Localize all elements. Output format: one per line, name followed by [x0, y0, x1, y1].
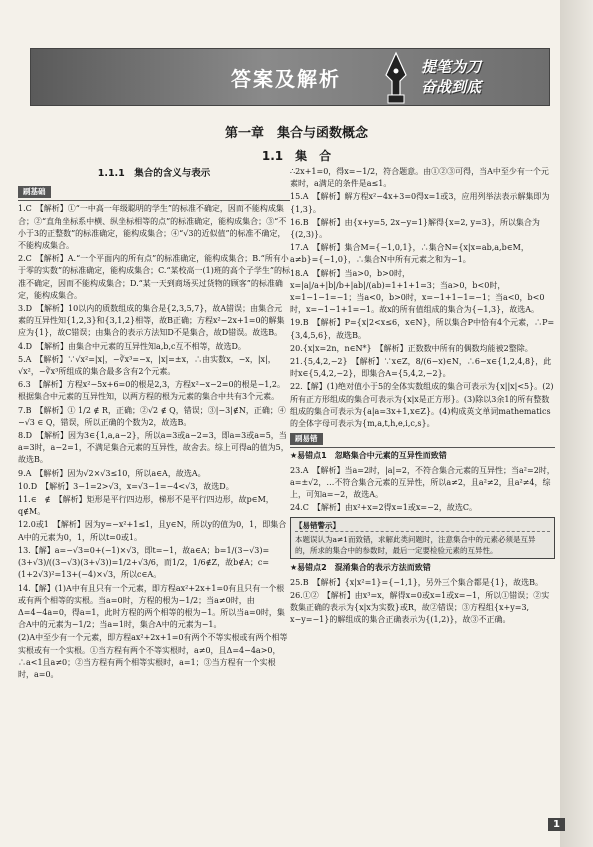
answer-item: 1.C 【解析】①“一中高一年级聪明的学生”的标准不确定，因而不能构成集合；②“直角坐标系中横、纵坐标相等的点”的标准确定，能构成集合；③“不小于3的正整数”的标准确定，能构成集合；④“√3的近似值”的标准不确定，不能构成集合。: [18, 204, 287, 251]
mistake-section-2: [290, 562, 555, 626]
header-banner: [30, 48, 550, 106]
right-answer-list: [290, 166, 555, 430]
answer-item: 12.0或1 【解析】因为y=−x²+1≤1，且y∈N，所以y的值为0，1，即集合A中的元素为0，1，所以t=0或1。: [18, 520, 287, 542]
answer-item: 15.A 【解析】解方程x²−4x+3=0得x=1或3，应用列举法表示解集即为{1,3}。: [290, 192, 550, 214]
answer-item: 20.{x|x=2n，n∈N*} 【解析】正数数中所有的偶数均能被2整除。: [290, 343, 533, 353]
mistake-section-1: [290, 450, 555, 514]
answer-item: 23.A 【解析】当a=2时，|a|=2，不符合集合元素的互异性；当a²=2时，a=±√2，…不符合集合元素的互异性，所以a≠2，且a²≠2，且a²≠4，综上，可知a=−2，故选A。: [290, 465, 555, 500]
warning-title: 【易错警示】: [295, 520, 550, 532]
chapter-title: 第一章 集合与函数概念: [224, 126, 368, 141]
mistakes-tag: 刷易错: [290, 433, 323, 445]
answer-item: 16.B 【解析】由{x+y=5, 2x−y=1}解得{x=2, y=3}，所以集合为{(2,3)}。: [290, 217, 540, 240]
slogan-line-1: 提笔为刀: [421, 58, 482, 76]
answer-item: 8.D 【解析】因为3∈{1,a,a−2}，所以a=3或a−2=3，即a=3或a=5，当a=3时，a−2=1，不满足集合元素的互异性，故舍去。综上可得a的值为5，故选B。: [18, 431, 289, 465]
pen-nib-icon: [376, 51, 416, 105]
answer-item: (2)A中至少有一个元素，即方程ax²+2x+1=0有两个不等实根或有两个相等实根或有一个实根。①当方程有两个不等实根时，a≠0，且Δ=4−4a>0，∴a<1且a≠0；②当方程有两个相等实根时，a=1；③当方程有一个实根时，a=0。: [18, 633, 288, 679]
answer-item: 2.C 【解析】A.“一个平面内的所有点”的标准确定，能构成集合；B.“所有小于零的实数”的标准确定，能构成集合；C.“某校高一(1)班的高个子学生”的标准不确定，因而不能构成集合；D.“某一天到商场买过货物的顾客”的标准确定，能构成集合。: [18, 254, 290, 300]
mistake-heading: ★易错点2 混淆集合的表示方法而致错: [290, 563, 431, 573]
answer-item: 6.3 【解析】方程x²−5x+6=0的根是2,3，方程x²−x−2=0的根是−1,2。根据集合中元素的互异性知，以两方程的根为元素的集合中共有3个元素。: [18, 380, 285, 402]
answer-item: 7.B 【解析】① 1/2 ∉ R，正确；②√2 ∉ Q，错误；③|−3|∉N，正确；④ −√3 ∈ Q，错误，所以正确的个数为2，故选B。: [18, 405, 286, 427]
left-answer-list: [18, 203, 290, 681]
basic-tag: 刷基础: [18, 186, 51, 198]
answer-item: 22.【解】(1)绝对值小于5的全体实数组成的集合可表示为{x||x|<5}。(2)所有正方形组成的集合可表示为{x|x是正方形}。(3)除以3余1的所有整数组成的集合可表示为{a|a=3x+1,x∈Z}。(4)构成英文单词mathematics的全体字母可表示为{m,a,t,h,e,i,c,s}。: [290, 382, 554, 429]
answer-item: 11.∈ ∉ 【解析】矩形是平行四边形，梯形不是平行四边形，故p∈M，q∉M。: [18, 495, 274, 517]
answer-item: 4.D 【解析】由集合中元素的互异性知a,b,c互不相等，故选D。: [18, 341, 246, 351]
answer-item: 25.B 【解析】{x|x²=1}={−1,1}，另外三个集合都是{1}，故选B。: [290, 577, 543, 587]
left-column: [18, 166, 290, 682]
answer-item: 21.{5,4,2,−2} 【解析】∵x∈Z，8/(6−x)∈N，∴6−x∈{1,2,4,8}，此时x∈{5,4,2,−2}，即集合A={5,4,2,−2}。: [290, 357, 552, 379]
answer-item: 3.D 【解析】10以内的质数组成的集合是{2,3,5,7}，故A错误；由集合元素的互异性知{1,2,3}和{3,1,2}相等，故B正确；方程x²−2x+1=0的解集应为{1}，故C错误；由集合的表示方法知D不是集合，故D错误。故选B。: [18, 304, 285, 338]
basic-tag-bar: [18, 184, 290, 201]
answer-item: 18.A 【解析】当a>0，b>0时，x=|a|/a+|b|/b+|ab|/(ab)=1+1+1=3；当a>0，b<0时，x=1−1−1=−1；当a<0，b>0时，x=−1+1−1=−1；当a<0，b<0时，x=−1−1+1=−1。故x的所有值组成的集合为{−1,3}，故选A。: [290, 268, 545, 315]
page-header-title: 答案及解析: [231, 67, 341, 91]
answer-item: 19.B 【解析】P={x|2<x≤6，x∈N}，所以集合P中恰有4个元素，∴P={3,4,5,6}，故选B。: [290, 318, 555, 340]
answer-item: 26.①② 【解析】由x³=x，解得x=0或x=1或x=−1，所以①错误；②实数集正确的表示为{x|x为实数}或R，故②错误；③方程组{x+y=3, x−y=−1}的解组成的集合正确表示为{(1,2)}，故③不正确。: [290, 590, 550, 625]
answer-item: 10.D 【解析】3−1=2>√3，x=√3−1=−4<√3，故选D。: [18, 481, 234, 491]
answer-item: 24.C 【解析】由x²+x=2得x=1或x=−2，故选C。: [290, 503, 478, 513]
mistakes-tag-bar: [290, 431, 555, 448]
subsection-title: 1.1.1 集合的含义与表示: [97, 168, 211, 179]
answer-item: 14.【解】(1)A中有且只有一个元素，即方程ax²+2x+1=0有且只有一个根或有两个相等的实根。当a=0时，方程的根为−1/2；当a≠0时，由Δ=4−4a=0，得a=1，此时方程的两个相等的根为−1。所以当a=0时，集合A中的元素为−1/2；当a=1时，集合A中的元素为−1。: [18, 583, 285, 630]
right-column: [290, 166, 555, 628]
answer-item: 17.A 【解析】集合M={−1,0,1}，∴集合N={x|x=ab,a,b∈M，a≠b}={−1,0}，∴集合N中所有元素之和为−1。: [290, 243, 529, 265]
header-slogan: [421, 57, 541, 97]
section-title: 1.1 集 合: [261, 149, 332, 163]
warning-box: [290, 517, 555, 559]
answer-item: ∴2x+1=0，得x=−1/2，符合题意。由①②③可得，当A中至少有一个元素时，a满足的条件是a≤1。: [290, 167, 549, 189]
slogan-line-2: 奋战到底: [421, 78, 482, 96]
mistake-heading: ★易错点1 忽略集合中元素的互异性而致错: [290, 451, 447, 461]
page-number: 1: [548, 818, 565, 831]
answer-item: 9.A 【解析】因为√2×√3≤10，所以a∈A，故选A。: [18, 468, 206, 478]
warning-text: 本题误认为a≠1而致错，求解此类问题时，注意集合中的元素必须是互异的，所求的集合中的参数时，最后一定要检验元素的互异性。: [295, 535, 536, 556]
answer-item: 5.A 【解析】∵√x²=|x|，−∛x³=−x，|x|=±x，∴由实数x，−x，|x|，√x²，−∛x³所组成的集合最多含有2个元素。: [18, 354, 276, 377]
answer-item: 13.【解】a=−√3=0+(−1)×√3，即t=−1，故a∈A；b=1/(3−√3)=(3+√3)/((3−√3)(3+√3))=1/2+√3/6，而1/2，1/6∉Z，故b∉A；c=(1+2√3)²=13+(−4)×√3，所以c∈A。: [18, 545, 270, 580]
